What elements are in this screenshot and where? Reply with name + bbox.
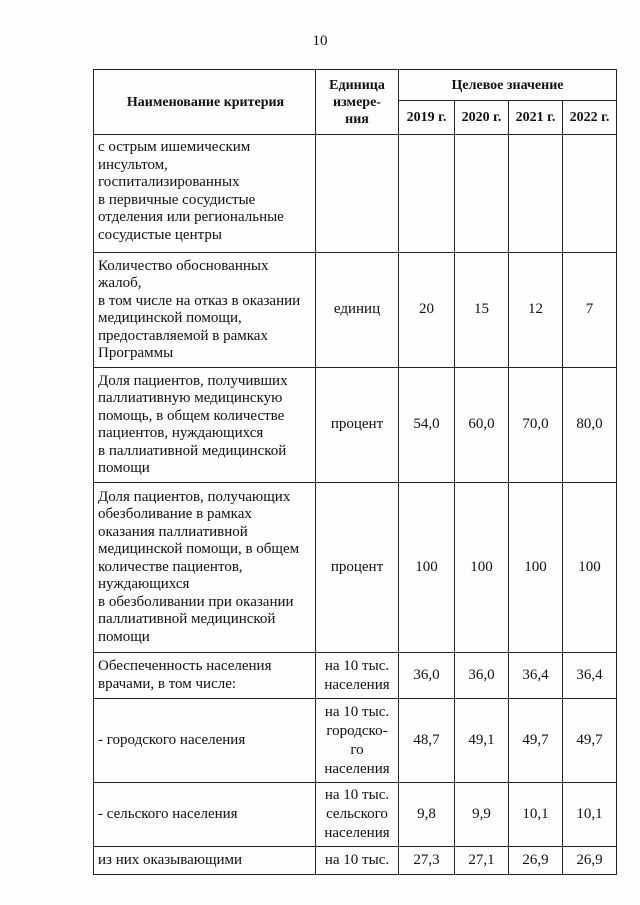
name-line: медицинской помощи, в общем: [98, 541, 300, 558]
unit-line: городско-: [326, 722, 388, 739]
name-line: отделения или региональные: [98, 209, 284, 225]
name-line: в обезболивании при оказании: [98, 593, 294, 610]
header-year-2022: 2022 г.: [563, 101, 617, 135]
unit-cell: [316, 847, 399, 875]
value-2020: [455, 135, 509, 253]
name-line: врачами, в том числе:: [98, 675, 237, 692]
unit-line: единиц: [333, 301, 381, 318]
name-line: нуждающихся: [98, 576, 190, 593]
name-line: инсультом,: [98, 156, 168, 173]
name-line: госпитализированных: [98, 174, 240, 190]
name-line: помощь, в общем количестве: [98, 407, 285, 424]
unit-line: сельского: [326, 806, 388, 822]
name-line: помощи: [98, 460, 150, 476]
value-2021: 49,7: [509, 699, 563, 783]
value-2020: 15: [455, 253, 509, 368]
table-header: [94, 70, 617, 135]
unit-cell: [316, 368, 399, 483]
value-2021: 70,0: [509, 368, 563, 483]
unit-line: на 10 тыс.: [324, 657, 390, 674]
criterion-name: [94, 483, 316, 653]
value-2022: 7: [563, 253, 617, 368]
table-row: [94, 699, 617, 783]
header-year-2019: 2019 г.: [399, 101, 455, 135]
value-2020: 60,0: [455, 368, 509, 483]
header-unit-line: ния: [345, 111, 369, 127]
name-line: пациентов, нуждающихся: [98, 425, 264, 441]
unit-line: населения: [324, 825, 390, 841]
unit-line: на 10 тыс.: [324, 787, 390, 803]
value-2022: 80,0: [563, 368, 617, 483]
criterion-name: [94, 368, 316, 483]
value-2021: 12: [509, 253, 563, 368]
table-row: [94, 847, 617, 875]
criterion-name: [94, 783, 316, 847]
value-2021: 36,4: [509, 653, 563, 699]
name-line: - сельского населения: [98, 805, 238, 822]
unit-cell: [316, 483, 399, 653]
criterion-name: [94, 135, 316, 253]
name-line: Доля пациентов, получающих: [98, 488, 291, 505]
criterion-name: [94, 847, 316, 875]
table-row: [94, 653, 617, 699]
value-2020: 9,9: [455, 783, 509, 847]
unit-cell: [316, 653, 399, 699]
value-2019: 20: [399, 253, 455, 368]
header-unit: [316, 70, 399, 135]
table-row: [94, 135, 617, 253]
value-2022: 36,4: [563, 653, 617, 699]
unit-line: на 10 тыс.: [324, 851, 390, 868]
name-line: сосудистые центры: [98, 226, 222, 243]
value-2020: 49,1: [455, 699, 509, 783]
name-line: жалоб,: [98, 275, 142, 291]
table-row: [94, 783, 617, 847]
name-line: медицинской помощи,: [98, 310, 242, 326]
value-2021: 26,9: [509, 847, 563, 875]
unit-line: процент: [330, 416, 384, 433]
header-target: Целевое значение: [399, 70, 617, 101]
name-line: Количество обоснованных: [98, 257, 269, 274]
value-2022: 26,9: [563, 847, 617, 875]
name-line: оказания паллиативной: [98, 523, 248, 540]
unit-cell: [316, 253, 399, 368]
name-line: Доля пациентов, получивших: [98, 372, 288, 389]
header-unit-line: измере-: [333, 94, 381, 110]
name-line: паллиативной медицинской: [98, 611, 276, 628]
unit-line: процент: [330, 558, 384, 575]
unit-line: го: [350, 741, 364, 758]
value-2020: 27,1: [455, 847, 509, 875]
criterion-name: [94, 253, 316, 368]
page-number: 10: [312, 33, 328, 49]
value-2022: 49,7: [563, 699, 617, 783]
unit-cell: [316, 135, 399, 253]
name-line: количестве пациентов,: [98, 558, 243, 575]
unit-line: населения: [324, 760, 390, 777]
table-row: [94, 368, 617, 483]
value-2020: 36,0: [455, 653, 509, 699]
name-line: с острым ишемическим: [98, 139, 251, 155]
header-unit-line: Единица: [329, 77, 385, 93]
name-line: помощи: [98, 628, 150, 645]
name-line: в первичные сосудистые: [98, 191, 256, 208]
value-2022: [563, 135, 617, 253]
unit-line: населения: [324, 676, 390, 693]
name-line: паллиативную медицинскую: [98, 390, 283, 406]
name-line: в том числе на отказ в оказании: [98, 292, 301, 309]
header-criterion: Наименование критерия: [94, 70, 316, 135]
value-2022: 10,1: [563, 783, 617, 847]
value-2020: 100: [455, 483, 509, 653]
value-2019: 27,3: [399, 847, 455, 875]
header-year-2021: 2021 г.: [509, 101, 563, 135]
value-2019: 36,0: [399, 653, 455, 699]
table-row: [94, 483, 617, 653]
name-line: Программы: [98, 345, 174, 361]
unit-cell: [316, 783, 399, 847]
value-2021: [509, 135, 563, 253]
name-line: предоставляемой в рамках: [98, 327, 268, 344]
criterion-name: [94, 653, 316, 699]
name-line: из них оказывающими: [98, 851, 243, 868]
unit-line: на 10 тыс.: [324, 703, 390, 720]
unit-cell: [316, 699, 399, 783]
value-2019: 54,0: [399, 368, 455, 483]
table-row: [94, 253, 617, 368]
value-2022: 100: [563, 483, 617, 653]
criteria-table: [93, 69, 617, 875]
value-2019: 9,8: [399, 783, 455, 847]
name-line: в паллиативной медицинской: [98, 442, 287, 459]
value-2021: 100: [509, 483, 563, 653]
criterion-name: [94, 699, 316, 783]
name-line: Обеспеченность населения: [98, 658, 272, 674]
value-2019: [399, 135, 455, 253]
name-line: обезболивание в рамках: [98, 506, 252, 523]
header-year-2020: 2020 г.: [455, 101, 509, 135]
name-line: - городского населения: [98, 731, 246, 748]
value-2019: 100: [399, 483, 455, 653]
value-2019: 48,7: [399, 699, 455, 783]
value-2021: 10,1: [509, 783, 563, 847]
